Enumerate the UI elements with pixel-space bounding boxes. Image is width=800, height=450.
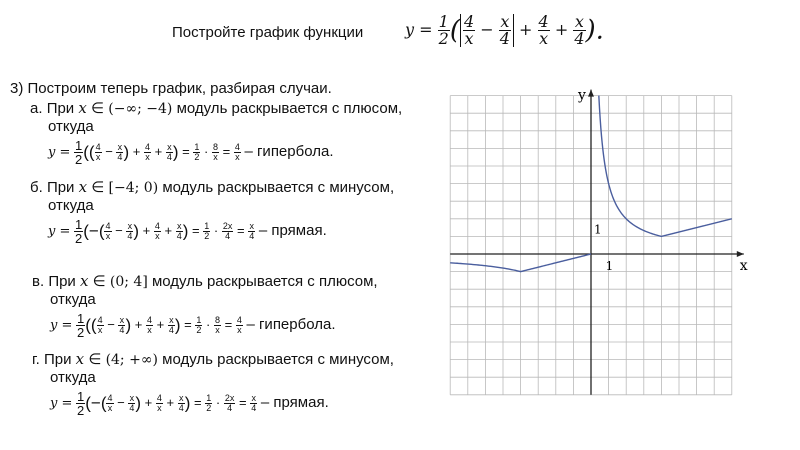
- case-result: – прямая.: [258, 221, 327, 239]
- case-line2: откуда: [48, 197, 94, 214]
- case-line1: а. При x ∈ (−∞; −4) модуль раскрывается с плюсом,: [30, 99, 403, 117]
- case-result: – гипербола.: [246, 315, 336, 333]
- x-unit-label: 1: [605, 259, 614, 273]
- case-formula: y = $\frac{1}{2}$ (−( $\frac{4}{x}$ − $\frac{x}{4}$ ) + $\frac{4}{x}$ + $\frac{x}{4}$ ) = $\frac{1}{2}$ · $\frac{2x}{4}$ = $\frac{x}{4}$ – прямая.: [48, 217, 327, 246]
- case-line2: откуда: [48, 118, 94, 135]
- case-result: – прямая.: [260, 393, 329, 411]
- case-line1: в. При x ∈ (0; 4] модуль раскрывается с плюсом,: [32, 272, 378, 290]
- y-unit-label: 1: [594, 222, 602, 237]
- case-marker: а.: [30, 100, 43, 117]
- case-result: – гипербола.: [244, 142, 334, 160]
- case-marker: в.: [32, 273, 45, 290]
- section-heading: 3) Построим теперь график, разбирая случаи.: [10, 80, 332, 97]
- case-marker: б.: [30, 179, 43, 196]
- task-text: Постройте график функции: [172, 24, 364, 41]
- case-line1: г. При x ∈ (4; +∞) модуль раскрывается с минусом,: [32, 350, 394, 368]
- function-graph: [454, 87, 748, 397]
- task-formula: y = $\frac{1}{2}$ ( $\frac{4}{x}$ − $\frac{x}{4}$ + $\frac{4}{x}$ + $\frac{x}{4}$ ).: [405, 12, 604, 48]
- case-interval: (0; 4]: [109, 274, 148, 290]
- case-interval: (−∞; −4): [108, 101, 173, 117]
- x-axis-label: x: [739, 258, 748, 274]
- case-line2: откуда: [50, 369, 96, 386]
- case-line1: б. При x ∈ [−4; 0) модуль раскрывается с минусом,: [30, 178, 395, 196]
- case-formula: y = $\frac{1}{2}$ (−( $\frac{4}{x}$ − $\frac{x}{4}$ ) + $\frac{4}{x}$ + $\frac{x}{4}$ ) = $\frac{1}{2}$ · $\frac{2x}{4}$ = $\frac{x}{4}$ – прямая.: [50, 389, 329, 418]
- graph-axes: [450, 87, 744, 395]
- case-formula: y = $\frac{1}{2}$ (( $\frac{4}{x}$ − $\frac{x}{4}$ ) + $\frac{4}{x}$ + $\frac{x}{4}$ ) = $\frac{1}{2}$ · $\frac{8}{x}$ = $\frac{4}{x}$ – гипербола.: [48, 138, 334, 167]
- case-line2: откуда: [50, 291, 96, 308]
- case-interval: (4; +∞): [105, 352, 158, 368]
- y-axis-label: y: [578, 87, 586, 104]
- y-axis-arrow: [588, 90, 594, 97]
- case-formula: y = $\frac{1}{2}$ (( $\frac{4}{x}$ − $\frac{x}{4}$ ) + $\frac{4}{x}$ + $\frac{x}{4}$ ) = $\frac{1}{2}$ · $\frac{8}{x}$ = $\frac{4}{x}$ – гипербола.: [50, 311, 336, 340]
- x-axis-arrow: [737, 251, 744, 257]
- case-marker: г.: [32, 351, 40, 368]
- case-interval: [−4; 0): [108, 180, 159, 196]
